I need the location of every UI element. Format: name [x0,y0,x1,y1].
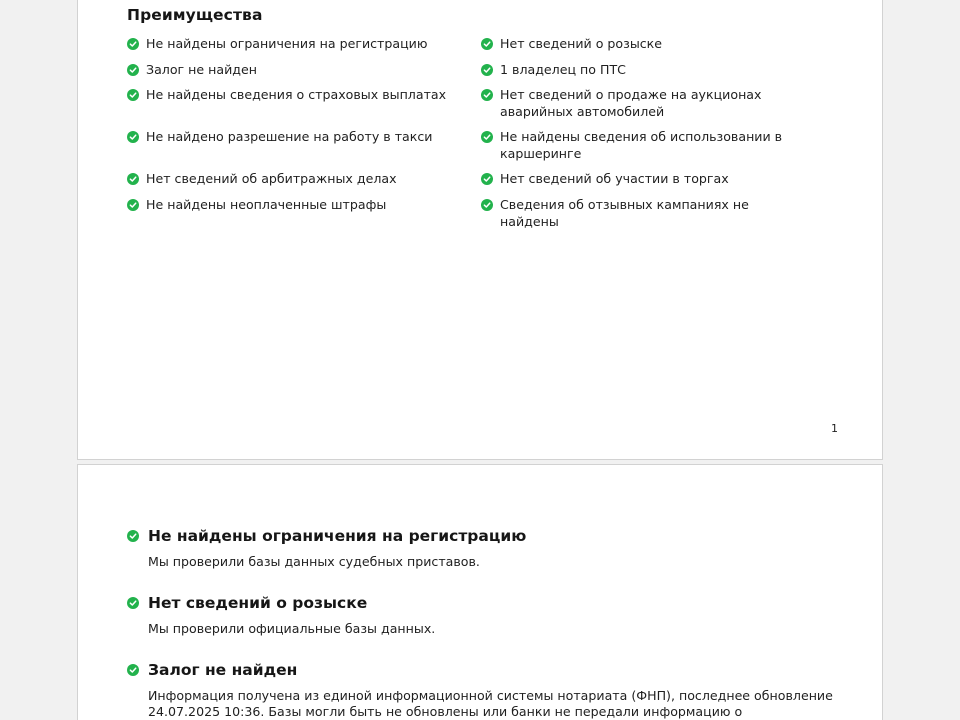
document-page-1 [77,0,883,460]
check-circle-icon [481,131,493,143]
check-circle-icon [127,199,139,211]
check-circle-icon [127,64,139,76]
check-circle-icon [481,64,493,76]
check-circle-icon [127,38,139,50]
advantage-item [481,128,810,162]
advantage-item [481,61,626,78]
check-circle-icon [127,131,139,143]
detail-title: Залог не найден [148,661,298,679]
advantage-item [127,61,257,78]
advantage-label: Не найдены сведения о страховых выплатах [146,87,447,102]
detail-description: Мы проверили базы данных судебных приставов. [148,554,480,569]
advantage-item [481,170,729,187]
check-circle-icon [481,38,493,50]
advantage-item [127,196,386,213]
check-circle-icon [481,173,493,185]
detail-heading [127,661,297,679]
check-circle-icon [127,173,139,185]
detail-title: Нет сведений о розыске [148,594,368,612]
detail-description: Информация получена из единой информационной системы нотариата (ФНП), последнее обновление 24.07.2025 10:36. Базы могли быть не обновлены или банки не передали информацию о [148,688,833,719]
advantage-item [127,128,432,145]
advantage-label: 1 владелец по ПТС [500,62,626,77]
check-circle-icon [127,530,139,542]
advantage-label: Нет сведений о продаже на аукционах аварийных автомобилей [500,87,762,119]
detail-heading [127,594,367,612]
page-number: 1 [831,422,838,435]
advantage-label: Нет сведений об участии в торгах [500,171,729,186]
advantage-item [127,35,427,52]
advantage-item [481,35,662,52]
advantage-label: Нет сведений об арбитражных делах [146,171,397,186]
advantage-label: Не найдено разрешение на работу в такси [146,129,433,144]
advantage-label: Не найдены сведения об использовании в каршеринге [500,129,783,161]
check-circle-icon [127,89,139,101]
detail-description: Мы проверили официальные базы данных. [148,621,436,636]
check-circle-icon [481,199,493,211]
detail-title: Не найдены ограничения на регистрацию [148,527,527,545]
advantage-label: Залог не найден [146,62,257,77]
advantage-label: Сведения об отзывных кампаниях не найдены [500,197,749,229]
advantage-label: Не найдены неоплаченные штрафы [146,197,387,212]
advantage-item [481,86,810,120]
page-title: Преимущества [127,6,263,24]
advantage-label: Нет сведений о розыске [500,36,663,51]
check-circle-icon [127,597,139,609]
check-circle-icon [127,664,139,676]
document-page-2 [77,464,883,720]
detail-heading [127,527,526,545]
advantage-item [127,170,397,187]
check-circle-icon [481,89,493,101]
advantage-item [481,196,810,230]
advantage-label: Не найдены ограничения на регистрацию [146,36,428,51]
advantage-item [127,86,446,103]
